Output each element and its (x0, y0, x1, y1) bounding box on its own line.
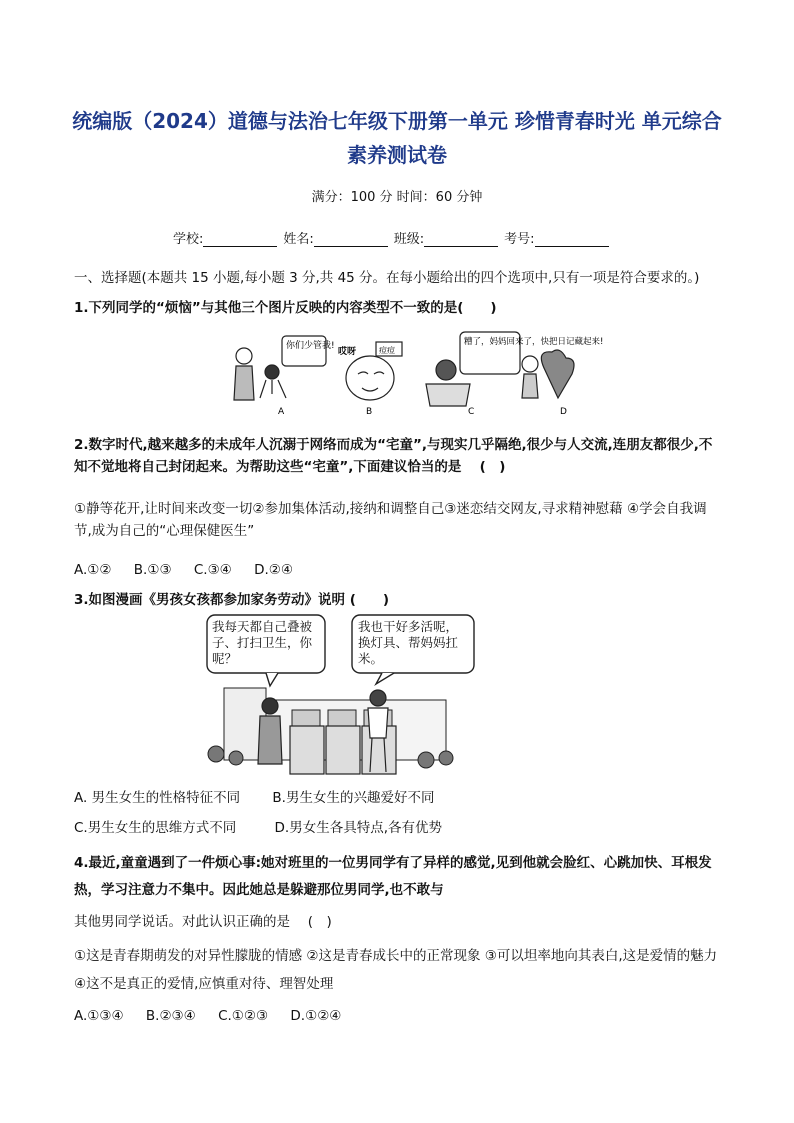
student-info-fields (173, 228, 611, 247)
question-2-items: ①静等花开,让时间来改变一切②参加集体活动,接纳和调整自己③迷恋结交网友,寻求精神慰藉 ④学会自我调节,成为自己的“心理保健医生” (74, 501, 707, 539)
field-school: 学校: (173, 228, 279, 247)
field-exam-number: 考号: (504, 228, 610, 247)
q4-option-a: A.①③④ (74, 1008, 124, 1024)
question-3-options-row1 (74, 788, 724, 808)
question-1-figure (226, 328, 604, 420)
caption-b: B (366, 407, 373, 417)
caption-a: A (278, 407, 285, 417)
section-heading: 一、选择题(本题共 15 小题,每小题 3 分,共 45 分。在每小题给出的四个选项中,只有一项是符合要求的。) (74, 270, 700, 286)
question-4-stem-continued: 其他男同学说话。对此认识正确的是 ( ) (74, 914, 332, 930)
question-4-options (74, 1006, 724, 1026)
field-class: 班级: (394, 228, 500, 247)
question-3-stem: 3.如图漫画《男孩女孩都参加家务劳动》说明 ( ) (74, 592, 390, 608)
bubble-right-text: 我也干好多活呢，换灯具、帮妈妈扛米。 (358, 619, 459, 666)
question-3-comic (206, 614, 476, 778)
document-title: 统编版（2024）道德与法治七年级下册第一单元 珍惜青春时光 单元综合素养测试卷 (72, 109, 722, 167)
q3-option-d: D.男女生各具特点,各有优势 (274, 820, 442, 836)
cartoon-d (522, 350, 574, 398)
bubble-b2-text: 痘痘 (379, 346, 395, 355)
field-name: 姓名: (283, 228, 389, 247)
bubble-left-text: 我每天都自己叠被子、打扫卫生，你呢？ (212, 619, 313, 666)
q2-option-c: C.③④ (193, 562, 232, 578)
q2-option-a: A.①② (74, 562, 112, 578)
question-3-options-row2 (74, 818, 724, 838)
question-4-items: ①这是青春期萌发的对异性朦胧的情感 ②这是青春成长中的正常现象 ③可以坦率地向其表白,这是爱情的魅力 ④这不是真正的爱情,应慎重对待、理智处理 (74, 948, 718, 992)
q2-option-d: D.②④ (254, 562, 293, 578)
bubble-a-text: 你们少管我! (286, 341, 335, 351)
question-1-stem: 1.下列同学的“烦恼”与其他三个图片反映的内容类型不一致的是( ) (74, 300, 497, 316)
q4-option-d: D.①②④ (290, 1008, 342, 1024)
exam-meta: 满分：100 分 时间：60 分钟 (311, 190, 483, 205)
q4-option-c: C.①②③ (218, 1008, 269, 1024)
bubble-c-text: 糟了，妈妈回来了，快把日记藏起来! (464, 337, 604, 347)
q4-option-b: B.②③④ (145, 1008, 196, 1024)
question-2-stem: 2.数字时代,越来越多的未成年人沉溺于网络而成为“宅童”,与现实几乎隔绝,很少与人交流,连朋友都很少,不知不觉地将自己封闭起来。为帮助这些“宅童”,下面建议恰当的是 ( ) (74, 437, 713, 475)
bubble-b-text: 哎呀 (338, 347, 357, 357)
caption-d: D (560, 407, 567, 417)
q3-option-c: C.男生女生的思维方式不同 (74, 820, 237, 836)
question-4-stem: 4.最近,童童遇到了一件烦心事:她对班里的一位男同学有了异样的感觉,见到他就会脸红、心跳加快、耳根发热，学习注意力不集中。因此她总是躲避那位男同学,也不敢与 (74, 855, 712, 898)
q3-option-b: B.男生女生的兴趣爱好不同 (272, 790, 435, 806)
q3-option-a: A. 男生女生的性格特征不同 (74, 790, 241, 806)
q2-option-b: B.①③ (133, 562, 172, 578)
question-2-options (74, 560, 724, 580)
caption-c: C (468, 407, 475, 417)
